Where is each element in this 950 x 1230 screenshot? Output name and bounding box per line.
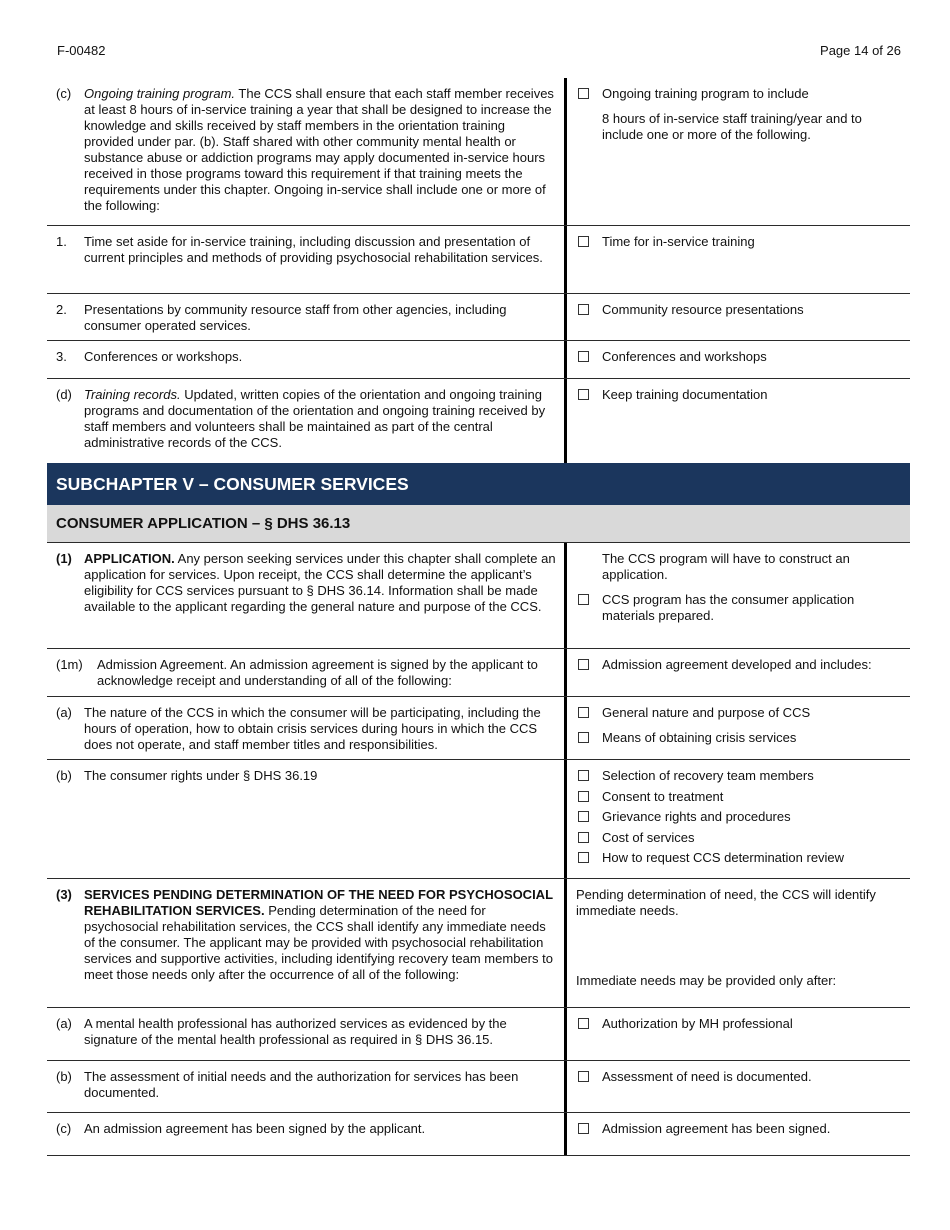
row-training-records — [47, 379, 910, 463]
checkbox[interactable] — [578, 1018, 589, 1029]
row-ongoing-training — [47, 78, 910, 226]
requirement-cell — [47, 697, 567, 759]
requirement-text: Conferences or workshops. — [84, 349, 243, 364]
item-label: (c) — [56, 1121, 72, 1136]
requirement-text: The nature of the CCS in which the consumer will be participating, including the hours of operation, how to obtain crisis services during hours in which the CCS does not operate, and staff member titles and responsibilities. — [84, 705, 541, 752]
checkbox-label: Time for in-service training — [602, 234, 755, 249]
checkbox-label: General nature and purpose of CCS — [602, 705, 811, 720]
checklist-cell — [567, 1113, 910, 1155]
item-label: (b) — [56, 1069, 72, 1084]
checkbox-label: Selection of recovery team members — [602, 768, 814, 783]
item-label: (a) — [56, 705, 72, 720]
requirement-text — [84, 887, 556, 983]
checkbox-label: Means of obtaining crisis services — [602, 730, 797, 745]
checkbox-label: Conferences and workshops — [602, 349, 767, 364]
row-assessment-documented — [47, 1061, 910, 1113]
checklist-cell — [567, 649, 910, 696]
requirement-body: Any person seeking services under this chapter shall complete an application for services. Upon receipt, the CCS shall determine the applicant’s eligibility for CCS services pursuant to § DHS 36.14. Information shall be made available to the applicant regarding the general nature and purpose of the CCS. — [84, 551, 556, 614]
item-label: (3) — [56, 887, 72, 902]
section-header: CONSUMER APPLICATION – § DHS 36.13 — [47, 505, 910, 543]
requirement-title: SERVICES PENDING DETERMINATION OF THE NEED FOR PSYCHOSOCIAL REHABILITATION SERVICES. — [84, 887, 553, 918]
page-number: Page 14 of 26 — [820, 43, 901, 58]
requirement-cell — [47, 1061, 567, 1112]
checkbox[interactable] — [578, 811, 589, 822]
row-nature-of-ccs — [47, 697, 910, 760]
row-services-pending — [47, 879, 910, 1008]
requirement-text — [84, 551, 556, 615]
row-agreement-signed — [47, 1113, 910, 1156]
checkbox[interactable] — [578, 832, 589, 843]
checkbox-label: How to request CCS determination review — [602, 850, 845, 866]
requirement-cell — [47, 379, 567, 463]
checklist-cell — [567, 379, 910, 463]
checkbox[interactable] — [578, 770, 589, 781]
checkbox[interactable] — [578, 389, 589, 400]
checkbox[interactable] — [578, 304, 589, 315]
checklist-cell — [567, 879, 910, 1007]
requirement-body: Updated, written copies of the orientation and ongoing training programs and documentation of the orientation and ongoing training received by staff members and volunteers shall be maintained as part of the central administrative records of the CCS. — [84, 387, 546, 450]
checkbox-label: Grievance rights and procedures — [602, 809, 791, 825]
checkbox-label: Admission agreement developed and includes: — [602, 657, 872, 672]
checkbox[interactable] — [578, 791, 589, 802]
requirement-title: APPLICATION. — [84, 551, 175, 566]
requirement-cell — [47, 1008, 567, 1060]
checkbox[interactable] — [578, 1071, 589, 1082]
checkbox-label: Community resource presentations — [602, 302, 804, 317]
requirement-text: An admission agreement has been signed by the applicant. — [84, 1121, 426, 1136]
checklist-cell — [567, 226, 910, 293]
checkbox-label: Authorization by MH professional — [602, 1016, 793, 1031]
item-label: (b) — [56, 768, 72, 783]
checkbox[interactable] — [578, 1123, 589, 1134]
item-label: (1m) — [56, 657, 83, 672]
checkbox[interactable] — [578, 659, 589, 670]
subchapter-header: SUBCHAPTER V – CONSUMER SERVICES — [47, 463, 910, 505]
checklist-cell — [567, 543, 910, 648]
item-label: 1. — [56, 234, 67, 249]
row-community-presentations — [47, 294, 910, 341]
row-mh-authorization — [47, 1008, 910, 1061]
row-admission-agreement — [47, 649, 910, 697]
requirement-cell — [47, 1113, 567, 1155]
checkbox[interactable] — [578, 88, 589, 99]
checklist-note: Pending determination of need, the CCS will identify immediate needs. — [576, 887, 876, 918]
requirement-cell — [47, 341, 567, 378]
checkbox-label: Admission agreement has been signed. — [602, 1121, 831, 1136]
checklist-cell — [567, 1061, 910, 1112]
requirement-title: Training records. — [84, 387, 181, 402]
checkbox-label: Ongoing training program to include — [602, 86, 809, 101]
item-label: 2. — [56, 302, 67, 317]
checkbox-label: CCS program has the consumer application materials prepared. — [602, 592, 855, 623]
checklist-note: 8 hours of in-service staff training/year and to include one or more of the following. — [602, 111, 862, 142]
checklist-note: The CCS program will have to construct an application. — [602, 551, 850, 582]
requirement-text: The assessment of initial needs and the authorization for services has been documented. — [84, 1069, 519, 1100]
row-application — [47, 543, 910, 649]
checkbox[interactable] — [578, 351, 589, 362]
requirement-text: Time set aside for in-service training, including discussion and presentation of current principles and methods of providing psychosocial rehabilitation services. — [84, 234, 543, 265]
checkbox[interactable] — [578, 236, 589, 247]
checklist-cell — [567, 294, 910, 340]
checklist-cell — [567, 1008, 910, 1060]
requirement-cell — [47, 649, 567, 696]
checkbox-label: Consent to treatment — [602, 788, 724, 804]
requirement-text: Presentations by community resource staff from other agencies, including consumer operated services. — [84, 302, 507, 333]
checklist-cell — [567, 760, 910, 878]
item-label: (c) — [56, 86, 72, 101]
requirement-text: Admission Agreement. An admission agreement is signed by the applicant to acknowledge receipt and understanding of all of the following: — [97, 657, 538, 688]
checklist-cell — [567, 697, 910, 759]
requirement-cell — [47, 760, 567, 878]
requirement-text: The consumer rights under § DHS 36.19 — [84, 768, 318, 783]
checkbox[interactable] — [578, 732, 589, 743]
checkbox-label: Assessment of need is documented. — [602, 1069, 812, 1084]
checkbox-label: Keep training documentation — [602, 387, 768, 402]
requirement-text: A mental health professional has authorized services as evidenced by the signature of the mental health professional as required in § DHS 36.15. — [84, 1016, 507, 1047]
requirement-body: Pending determination of the need for psychosocial rehabilitation services, the CCS shall identify any immediate needs of the consumer. The applicant may be provided with psychosocial rehabilitation services and supportive activities, including identifying recovery team members to meet those needs only after the occurrence of all of the following: — [84, 903, 553, 982]
checkbox[interactable] — [578, 852, 589, 863]
requirement-cell — [47, 78, 567, 225]
checkbox[interactable] — [578, 707, 589, 718]
row-inservice-time — [47, 226, 910, 294]
form-number: F-00482 — [57, 43, 106, 58]
requirement-text — [84, 387, 556, 451]
item-label: (1) — [56, 551, 72, 566]
checklist-cell — [567, 78, 910, 225]
requirement-cell — [47, 294, 567, 340]
item-label: 3. — [56, 349, 67, 364]
requirement-cell — [47, 543, 567, 648]
row-conferences — [47, 341, 910, 379]
requirement-text — [84, 86, 556, 214]
row-consumer-rights — [47, 760, 910, 879]
requirement-cell — [47, 879, 567, 1007]
requirement-cell — [47, 226, 567, 293]
checkbox-label: Cost of services — [602, 829, 695, 845]
checkbox[interactable] — [578, 594, 589, 605]
checklist-note: Immediate needs may be provided only after: — [576, 973, 837, 988]
item-label: (a) — [56, 1016, 72, 1031]
requirement-title: Ongoing training program. — [84, 86, 236, 101]
checklist-cell — [567, 341, 910, 378]
requirement-body: The CCS shall ensure that each staff member receives at least 8 hours of in-service training a year that shall be designed to increase the knowledge and skills received by staff members in the orientation training provided under par. (b). Staff shared with other community mental health or substance abuse or addiction programs may apply documented in-service hours received in those programs toward this requirement if that training meets the requirements under this chapter. Ongoing in-service shall include one or more of the following: — [84, 86, 554, 213]
item-label: (d) — [56, 387, 72, 402]
requirements-table — [47, 78, 910, 1156]
